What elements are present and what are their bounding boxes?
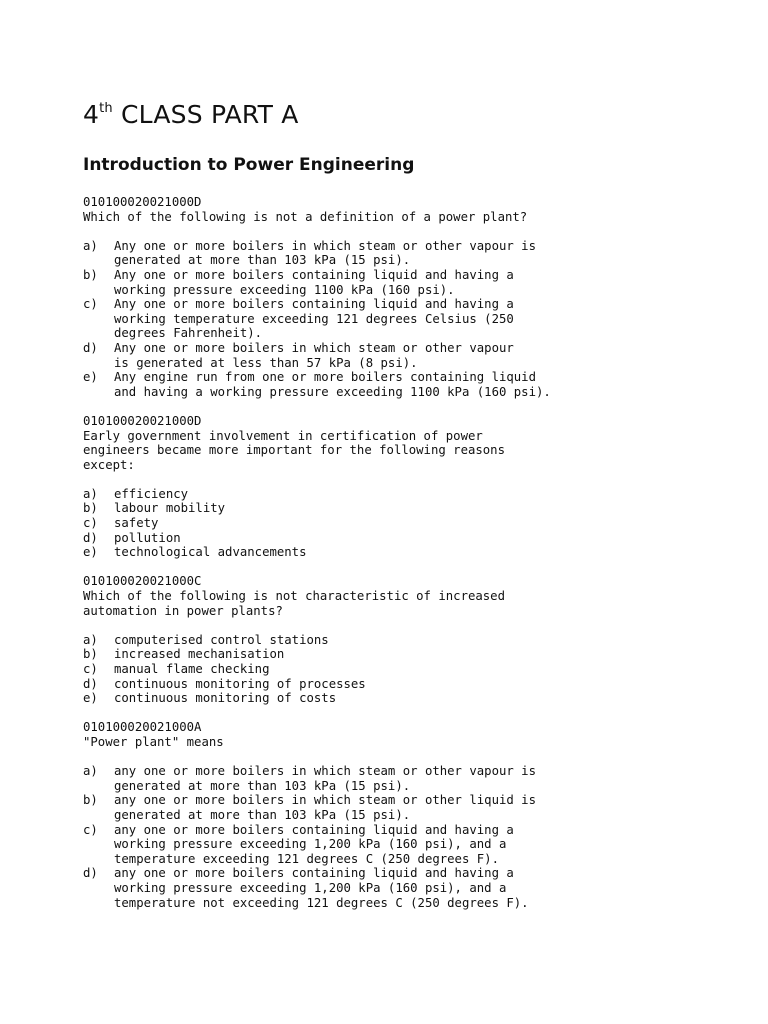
option-text-line: any one or more boilers in which steam or other liquid is [114, 793, 536, 808]
title-text: CLASS PART A [112, 100, 299, 129]
option-text-line: safety [114, 516, 159, 531]
option-text [114, 866, 529, 910]
option-text-line: generated at more than 103 kPa (15 psi). [114, 778, 411, 793]
option-text [114, 764, 536, 793]
option-text-line: working temperature exceeding 121 degrees Celsius (250 [114, 311, 514, 326]
option-text-line: increased mechanisation [114, 647, 285, 662]
question-code: 010100020021000A [83, 720, 202, 735]
option-letter: b) [83, 267, 98, 282]
option-text-line: temperature exceeding 121 degrees C (250 degrees F). [114, 851, 499, 866]
answer-option [83, 531, 743, 546]
answer-option [83, 545, 743, 560]
option-text [114, 677, 366, 692]
title-number: 4 [83, 100, 100, 129]
option-text-line: working pressure exceeding 1,200 kPa (160 psi), and a [114, 837, 507, 852]
option-letter: b) [83, 501, 98, 516]
option-text [114, 268, 514, 297]
spacer [83, 750, 743, 765]
option-text [114, 516, 158, 531]
option-text [114, 341, 514, 370]
question-text-line: Which of the following is not a definition of a power plant? [83, 209, 528, 224]
option-text-line: continuous monitoring of costs [114, 691, 337, 706]
option-text-line: working pressure exceeding 1,200 kPa (160 psi), and a [114, 880, 507, 895]
question-code: 010100020021000C [83, 574, 202, 589]
option-letter: a) [83, 486, 98, 501]
option-text-line: manual flame checking [114, 662, 270, 676]
option-letter: d) [83, 866, 98, 881]
option-text-line: Any one or more boilers containing liquid and having a [114, 297, 514, 312]
option-text-line: and having a working pressure exceeding 1100 kPa (160 psi). [114, 384, 551, 399]
option-text-line: labour mobility [114, 501, 226, 516]
option-letter: a) [83, 632, 98, 647]
option-text [114, 370, 551, 399]
option-text [114, 662, 269, 677]
option-letter: c) [83, 822, 98, 837]
option-text-line: Any one or more boilers in which steam or other vapour is [114, 238, 536, 253]
option-letter: b) [83, 647, 98, 662]
option-text-line: Any one or more boilers in which steam or other vapour [114, 340, 514, 355]
question-block [83, 720, 743, 910]
option-text [114, 487, 188, 502]
spacer [83, 618, 743, 633]
option-text-line: Any engine run from one or more boilers containing liquid [114, 370, 536, 385]
option-text [114, 239, 536, 268]
option-text-line: generated at more than 103 kPa (15 psi). [114, 807, 411, 822]
option-text-line: working pressure exceeding 1100 kPa (160 psi). [114, 282, 455, 297]
option-text [114, 633, 329, 648]
page-title [83, 100, 743, 130]
document-page [83, 100, 743, 925]
option-text [114, 647, 284, 662]
answer-option [83, 677, 743, 692]
option-text-line: any one or more boilers containing liquid and having a [114, 866, 514, 881]
option-text-line: any one or more boilers containing liquid and having a [114, 822, 514, 837]
question-text-line: engineers became more important for the following reasons [83, 443, 505, 458]
option-letter: c) [83, 516, 98, 531]
option-text [114, 823, 514, 867]
option-text [114, 531, 181, 546]
option-text [114, 793, 536, 822]
answer-option [83, 239, 743, 268]
question-text-line: automation in power plants? [83, 603, 283, 618]
question-list [83, 195, 743, 910]
option-letter: e) [83, 691, 98, 706]
option-text [114, 297, 514, 341]
question-text-line: except: [83, 457, 135, 472]
answer-option [83, 691, 743, 706]
answer-option [83, 823, 743, 867]
question-block [83, 414, 743, 560]
option-letter: d) [83, 676, 98, 691]
option-text-line: generated at more than 103 kPa (15 psi). [114, 253, 411, 268]
option-letter: e) [83, 370, 98, 385]
option-text-line: Any one or more boilers containing liquid and having a [114, 267, 514, 282]
answer-option [83, 662, 743, 677]
option-text-line: continuous monitoring of processes [114, 676, 366, 691]
option-text [114, 691, 336, 706]
option-text-line: efficiency [114, 486, 189, 501]
option-text-line: technological advancements [114, 545, 307, 560]
option-letter: c) [83, 662, 98, 676]
option-text [114, 501, 225, 516]
question-code: 010100020021000D [83, 413, 202, 428]
option-text [114, 545, 307, 560]
spacer [83, 224, 743, 239]
answer-option [83, 866, 743, 910]
answer-option [83, 764, 743, 793]
option-letter: c) [83, 297, 98, 312]
option-text-line: temperature not exceeding 121 degrees C (250 degrees F). [114, 895, 529, 910]
answer-option [83, 633, 743, 648]
option-letter: e) [83, 545, 98, 560]
question-text-line: Early government involvement in certification of power [83, 428, 483, 443]
question-block [83, 574, 743, 705]
answer-option [83, 297, 743, 341]
answer-option [83, 516, 743, 531]
option-text-line: degrees Fahrenheit). [114, 326, 263, 341]
option-text-line: computerised control stations [114, 632, 329, 647]
option-letter: a) [83, 764, 98, 779]
option-letter: b) [83, 793, 98, 808]
answer-option [83, 268, 743, 297]
question-code: 010100020021000D [83, 195, 202, 209]
question-text-line: "Power plant" means [83, 734, 224, 749]
answer-option [83, 487, 743, 502]
option-letter: d) [83, 530, 98, 545]
answer-option [83, 501, 743, 516]
answer-option [83, 793, 743, 822]
question-text-line: Which of the following is not characteristic of increased [83, 589, 505, 604]
option-text-line: any one or more boilers in which steam or other vapour is [114, 764, 536, 779]
answer-option [83, 341, 743, 370]
answer-option [83, 370, 743, 399]
section-heading: Introduction to Power Engineering [83, 155, 415, 175]
option-letter: d) [83, 340, 98, 355]
title-superscript: th [99, 101, 113, 116]
spacer [83, 472, 743, 487]
question-block [83, 195, 743, 399]
option-letter: a) [83, 238, 98, 253]
option-text-line: pollution [114, 530, 181, 545]
option-text-line: is generated at less than 57 kPa (8 psi). [114, 355, 418, 370]
answer-option [83, 647, 743, 662]
